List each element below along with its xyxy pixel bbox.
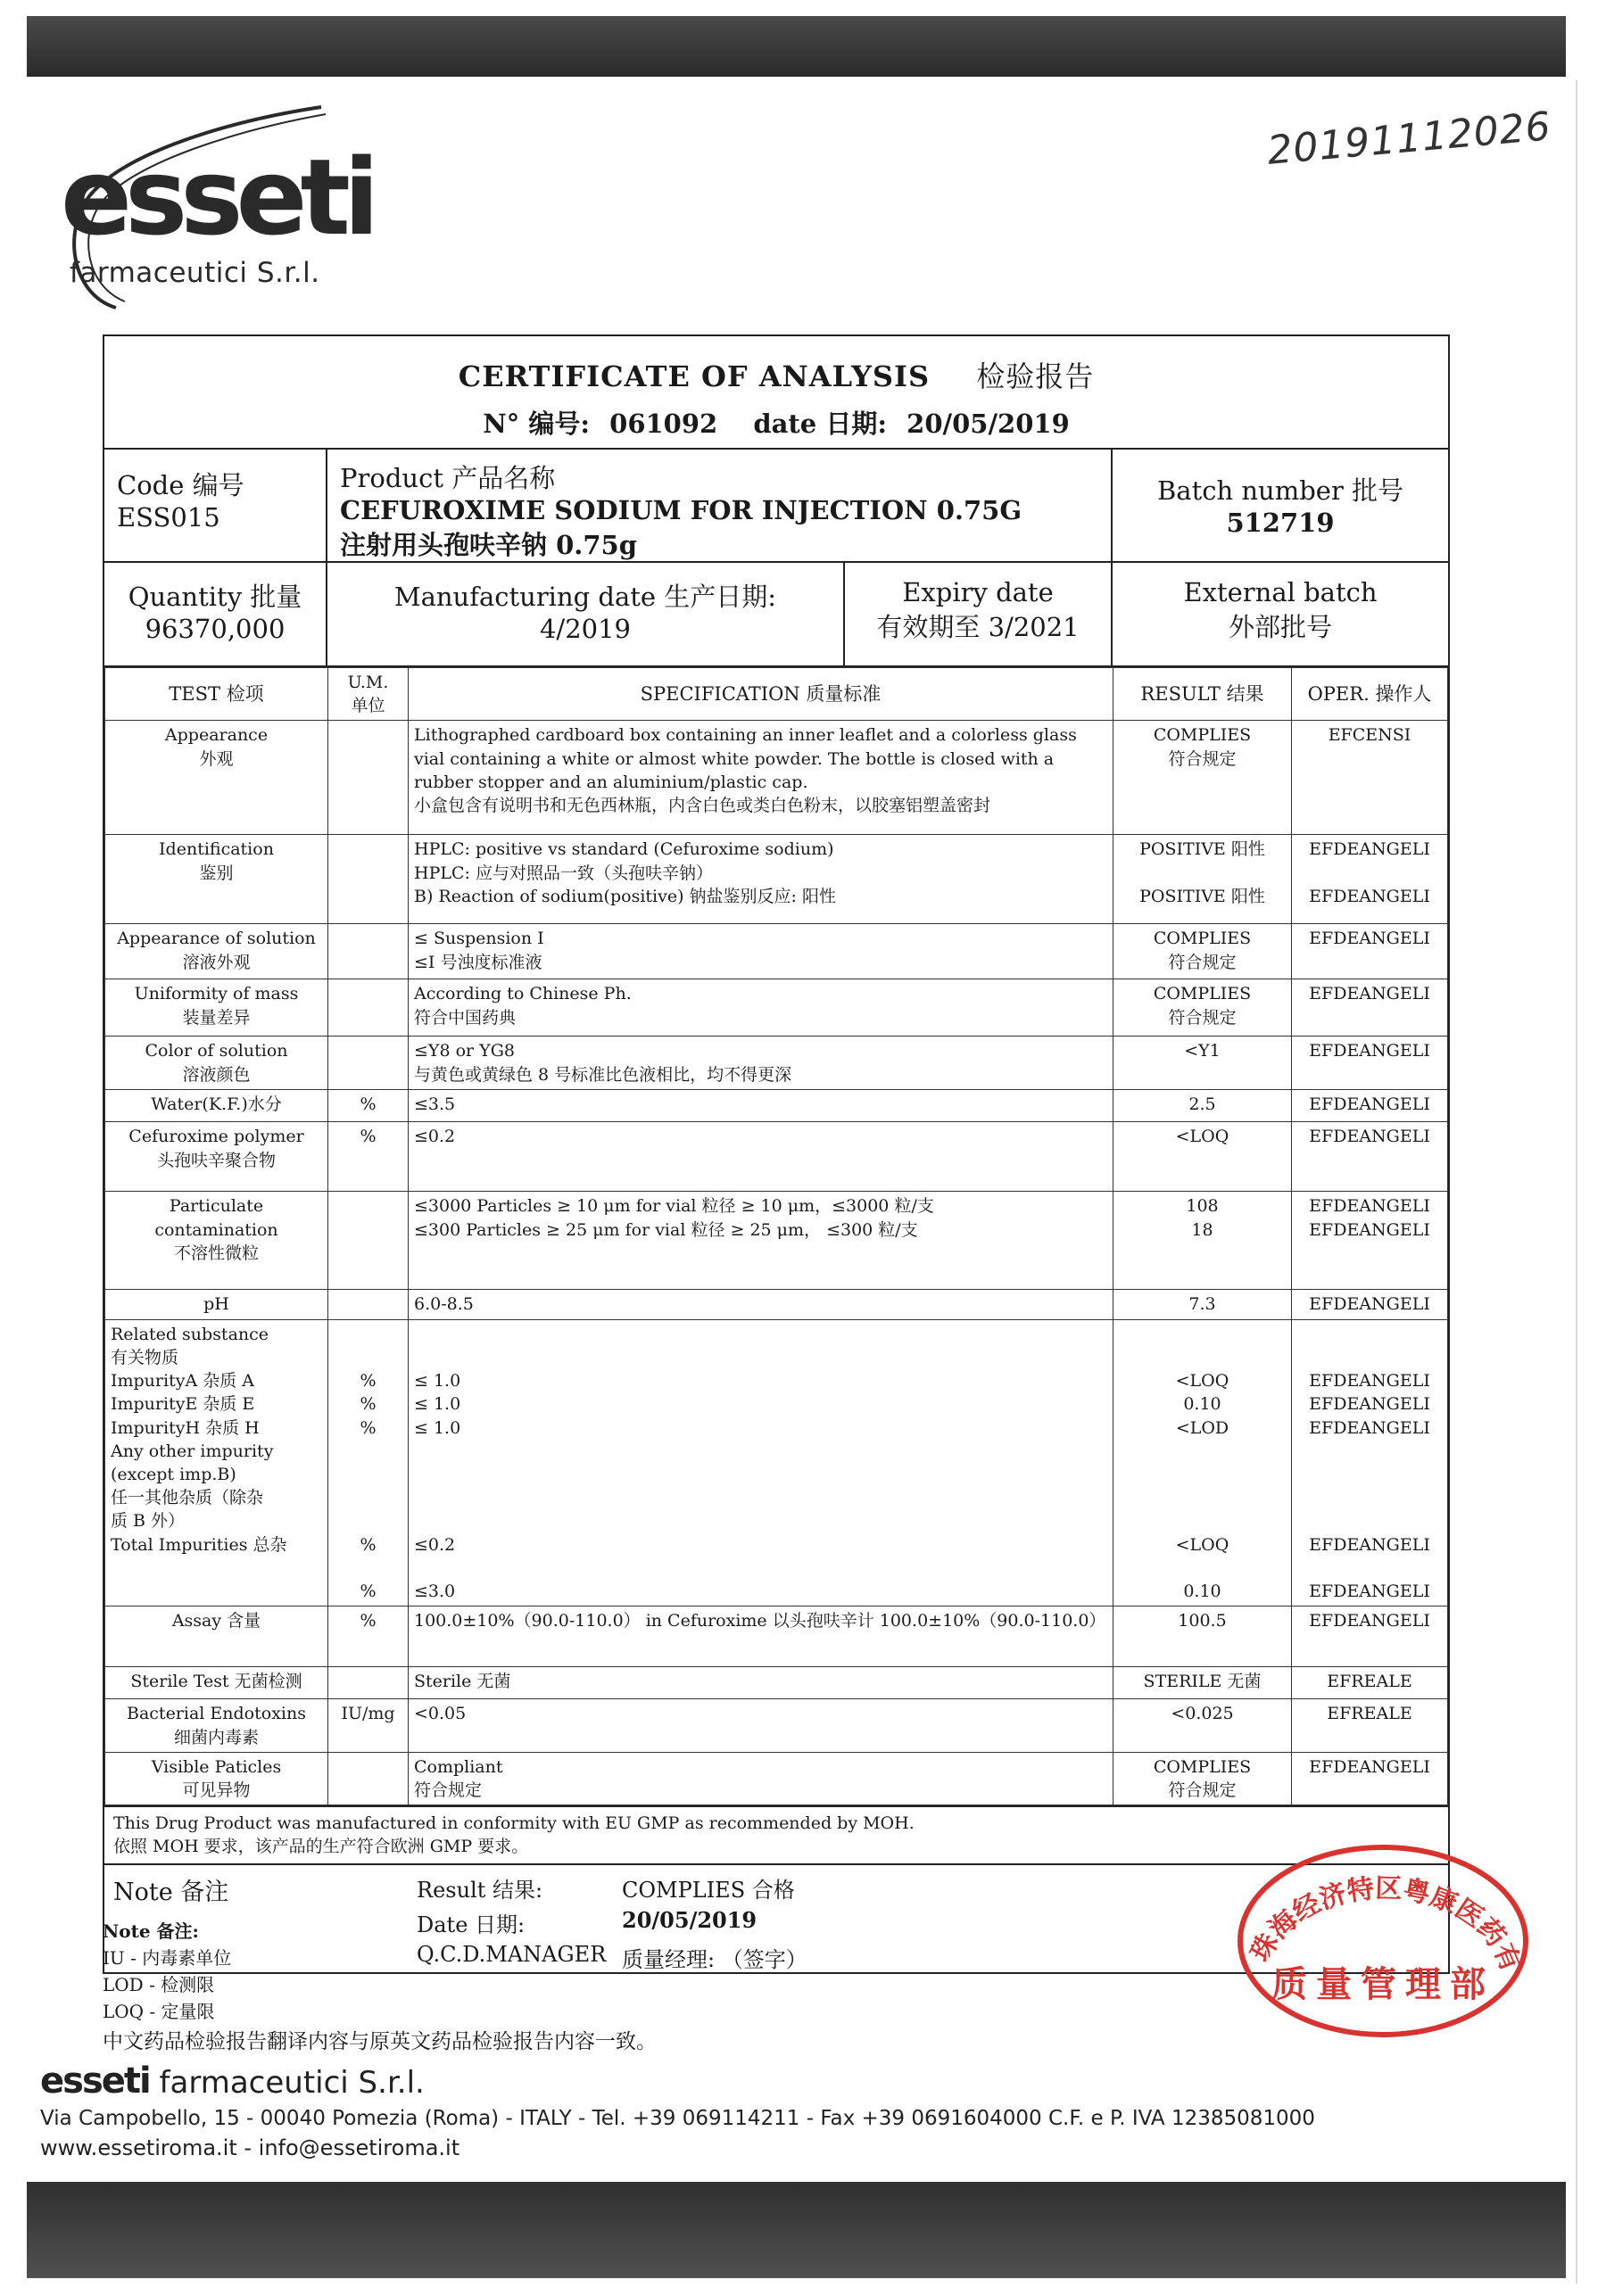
test-um-cell: % [328, 1606, 409, 1667]
test-result-cell: COMPLIES 符合规定 [1113, 924, 1292, 979]
certificate-heading [104, 336, 1448, 450]
footnote-loq: LOQ - 定量限 [103, 2001, 215, 2022]
test-oper-cell: EFDEANGELI [1292, 1090, 1448, 1122]
test-um-cell [328, 1667, 409, 1699]
product-cell [327, 450, 1113, 571]
test-row [105, 1752, 1448, 1805]
test-oper-cell: EFREALE [1292, 1699, 1448, 1752]
test-spec-cell: ≤3000 Particles ≥ 10 μm for vial 粒径 ≥ 10 μm，≤3000 粒/支 ≤300 Particles ≥ 25 μm for vial 粒径 ≥ 25 μm， ≤300 粒/支 [409, 1192, 1113, 1290]
test-row [105, 1192, 1448, 1290]
test-spec-cell: Sterile 无菌 [409, 1667, 1113, 1699]
col-test: TEST 检项 [105, 668, 328, 721]
test-name-cell: Water(K.F.)水分 [105, 1090, 328, 1122]
test-name-cell: Identification 鉴别 [105, 835, 328, 924]
stamp-seal-icon [1229, 1836, 1537, 2041]
handwritten-number: 20191112026 [1265, 103, 1553, 174]
test-um-cell [328, 924, 409, 979]
test-row [105, 979, 1448, 1037]
test-row [105, 1667, 1448, 1699]
test-name-cell: Visible Paticles 可见异物 [105, 1752, 328, 1805]
translation-note: 中文药品检验报告翻译内容与原英文药品检验报告内容一致。 [103, 2030, 657, 2053]
test-spec-cell: Lithographed cardboard box containing an inner leaflet and a colorless glass vial containing a white or almost white powder. The bottle is closed with a rubber stopper and an aluminium/plastic cap. 小盒包含有说明书和无色西林瓶，内含白色或类白色粉末，以胶塞铝塑盖密封 [409, 721, 1113, 835]
test-name-cell: Sterile Test 无菌检测 [105, 1667, 328, 1699]
test-spec-cell: ≤ 1.0 ≤ 1.0 ≤ 1.0 ≤0.2 ≤3.0 [409, 1319, 1113, 1606]
header-row-product [104, 450, 1448, 563]
stamp-center-text: 质量管理部 [1271, 1964, 1494, 2005]
header-row-dates [104, 563, 1448, 667]
test-row [105, 1606, 1448, 1667]
date-label: date 日期: [753, 409, 888, 439]
stamp-ring-text: 珠海经济特区粤康医药有 [1245, 1872, 1527, 1977]
certificate-number: 061092 [609, 409, 718, 439]
manager-label: Q.C.D.MANAGER [417, 1942, 607, 1968]
mfg-value: 4/2019 [539, 614, 632, 644]
test-oper-cell: EFDEANGELI EFDEANGELI EFDEANGELI EFDEANGELI EFDEANGELI [1292, 1319, 1448, 1606]
test-name-cell: Bacterial Endotoxins 细菌内毒素 [105, 1699, 328, 1752]
test-row [105, 1122, 1448, 1192]
mfg-label: Manufacturing date 生产日期: [393, 582, 777, 612]
external-batch-cell [1113, 563, 1448, 665]
test-um-cell: % [328, 1090, 409, 1122]
test-oper-cell: EFDEANGELI [1292, 1122, 1448, 1192]
footer-address: Via Campobello, 15 - 00040 Pomezia (Roma) - ITALY - Tel. +39 069114211 - Fax +39 0691604000 C.F. e P. IVA 12385081000 [40, 2107, 1315, 2130]
test-result-cell: 100.5 [1113, 1606, 1292, 1667]
quantity-value: 96370,000 [145, 614, 286, 644]
test-oper-cell: EFDEANGELI [1292, 979, 1448, 1037]
test-oper-cell: EFREALE [1292, 1667, 1448, 1699]
test-row [105, 1290, 1448, 1319]
test-um-cell [328, 835, 409, 924]
title-cn: 检验报告 [976, 359, 1095, 393]
test-name-cell: Related substance 有关物质 ImpurityA 杂质 A ImpurityE 杂质 E ImpurityH 杂质 H Any other impurity (except imp.B) 任一其他杂质（除杂 质 B 外） Total Impurities 总杂 [105, 1319, 328, 1606]
test-result-cell: STERILE 无菌 [1113, 1667, 1292, 1699]
test-row [105, 1319, 1448, 1606]
product-name-cn: 注射用头孢呋辛钠 0.75g [340, 530, 638, 560]
test-name-cell: Appearance 外观 [105, 721, 328, 835]
test-name-cell: pH [105, 1290, 328, 1319]
code-label: Code 编号 [117, 470, 244, 500]
footnote-iu: IU - 内毒素单位 [103, 1947, 232, 1969]
test-oper-cell: EFDEANGELI [1292, 1752, 1448, 1805]
test-result-cell: COMPLIES 符合规定 [1113, 1752, 1292, 1805]
batch-value: 512719 [1226, 508, 1335, 538]
test-spec-cell: 100.0±10%（90.0-110.0） in Cefuroxime 以头孢呋辛计 100.0±10%（90.0-110.0） [409, 1606, 1113, 1667]
scan-band-top [27, 16, 1566, 77]
external-batch-cn: 外部批号 [1228, 612, 1332, 642]
certificate-box [103, 334, 1450, 1974]
test-um-cell: IU/mg [328, 1699, 409, 1752]
test-result-cell: <0.025 [1113, 1699, 1292, 1752]
test-result-cell: COMPLIES 符合规定 [1113, 721, 1292, 835]
code-value: ESS015 [117, 502, 220, 533]
test-um-cell [328, 1037, 409, 1090]
test-spec-cell: <0.05 [409, 1699, 1113, 1752]
scan-band-bottom [27, 2182, 1566, 2278]
col-result: RESULT 结果 [1113, 668, 1292, 721]
test-oper-cell: EFDEANGELI EFDEANGELI [1292, 1192, 1448, 1290]
test-result-cell: POSITIVE 阳性 POSITIVE 阳性 [1113, 835, 1292, 924]
number-label: N° 编号: [483, 409, 591, 439]
test-um-cell [328, 1290, 409, 1319]
test-row [105, 835, 1448, 924]
footnotes-title: Note 备注: [103, 1920, 199, 1942]
test-name-cell: Particulate contamination 不溶性微粒 [105, 1192, 328, 1290]
quantity-label: Quantity 批量 [128, 582, 302, 612]
test-spec-cell: According to Chinese Ph. 符合中国药典 [409, 979, 1113, 1037]
test-spec-cell: ≤3.5 [409, 1090, 1113, 1122]
test-oper-cell: EFDEANGELI [1292, 1290, 1448, 1319]
company-stamp [1229, 1836, 1537, 2041]
test-spec-cell: ≤ Suspension I ≤I 号浊度标准液 [409, 924, 1113, 979]
test-result-cell: <LOQ 0.10 <LOD <LOQ 0.10 [1113, 1319, 1292, 1606]
test-result-cell: COMPLIES 符合规定 [1113, 979, 1292, 1037]
expiry-label: Expiry date [902, 577, 1054, 607]
test-um-cell: % [328, 1122, 409, 1192]
result-date-value: 20/05/2019 [622, 1907, 757, 1934]
result-date-label: Date 日期: [417, 1912, 526, 1938]
batch-cell [1113, 450, 1448, 571]
test-name-cell: Assay 含量 [105, 1606, 328, 1667]
test-result-cell: <Y1 [1113, 1037, 1292, 1090]
test-row [105, 1037, 1448, 1090]
logo-wordmark: esseti [61, 136, 373, 259]
batch-label: Batch number 批号 [1156, 475, 1404, 506]
company-logo [54, 98, 373, 321]
test-spec-cell: HPLC: positive vs standard (Cefuroxime sodium) HPLC: 应与对照品一致（头孢呋辛钠） B) Reaction of sodium(positive) 钠盐鉴别反应: 阳性 [409, 835, 1113, 924]
test-row [105, 1699, 1448, 1752]
svg-text:珠海经济特区粤康医药有限公司 [1229, 1836, 1526, 1976]
test-result-cell: 108 18 [1113, 1192, 1292, 1290]
test-spec-cell: ≤0.2 [409, 1122, 1113, 1192]
certificate-title [104, 354, 1448, 395]
manager-value: 质量经理: （签字） [622, 1947, 807, 1973]
product-name: CEFUROXIME SODIUM FOR INJECTION 0.75G [340, 495, 1022, 525]
mfg-cell [327, 563, 845, 665]
test-oper-cell: EFCENSI [1292, 721, 1448, 835]
result-value: COMPLIES 合格 [622, 1878, 795, 1904]
result-label: Result 结果: [417, 1878, 543, 1904]
gmp-statement: This Drug Product was manufactured in conformity with EU GMP as recommended by MOH. 依照 MOH 要求，该产品的生产符合欧洲 GMP 要求。 [104, 1807, 1448, 1865]
test-oper-cell: EFDEANGELI EFDEANGELI [1292, 835, 1448, 924]
test-name-cell: Color of solution 溶液颜色 [105, 1037, 328, 1090]
col-spec: SPECIFICATION 质量标准 [409, 668, 1113, 721]
note-label: Note 备注 [113, 1879, 229, 1907]
test-result-cell: <LOQ [1113, 1122, 1292, 1192]
test-spec-cell: 6.0-8.5 [409, 1290, 1113, 1319]
col-oper: OPER. 操作人 [1292, 668, 1448, 721]
test-oper-cell: EFDEANGELI [1292, 1606, 1448, 1667]
test-um-cell [328, 721, 409, 835]
scan-edge-line [1576, 80, 1577, 2284]
footnote-lod: LOD - 检测限 [103, 1974, 215, 1995]
test-oper-cell: EFDEANGELI [1292, 924, 1448, 979]
test-name-cell: Uniformity of mass 装量差异 [105, 979, 328, 1037]
footer-brand-bold: esseti [40, 2061, 150, 2102]
test-row [105, 924, 1448, 979]
certificate-meta [104, 404, 1448, 441]
test-um-cell [328, 979, 409, 1037]
code-cell [104, 450, 327, 571]
page-footer [40, 2061, 1315, 2160]
test-spec-cell: Compliant 符合规定 [409, 1752, 1113, 1805]
tests-header-row [105, 668, 1448, 721]
test-name-cell: Appearance of solution 溶液外观 [105, 924, 328, 979]
test-um-cell: % % % % % [328, 1319, 409, 1606]
footer-brand [40, 2061, 1315, 2102]
logo-subtitle: farmaceutici S.r.l. [70, 257, 320, 289]
certificate-date: 20/05/2019 [906, 409, 1070, 439]
test-um-cell [328, 1752, 409, 1805]
test-oper-cell: EFDEANGELI [1292, 1037, 1448, 1090]
expiry-cell [845, 563, 1113, 665]
test-result-cell: 7.3 [1113, 1290, 1292, 1319]
quantity-cell [104, 563, 327, 665]
external-batch-label: External batch [1183, 577, 1378, 607]
footnotes [103, 1918, 657, 2058]
test-spec-cell: ≤Y8 or YG8 与黄色或黄绿色 8 号标准比色液相比，均不得更深 [409, 1037, 1113, 1090]
col-um: U.M. 单位 [328, 668, 409, 721]
tests-body [105, 721, 1448, 1805]
test-row [105, 721, 1448, 835]
footer-brand-rest: farmaceutici S.r.l. [149, 2065, 425, 2101]
test-row [105, 1090, 1448, 1122]
tests-table [104, 667, 1448, 1805]
test-name-cell: Cefuroxime polymer 头孢呋辛聚合物 [105, 1122, 328, 1192]
test-result-cell: 2.5 [1113, 1090, 1292, 1122]
expiry-value: 有效期至 3/2021 [876, 612, 1080, 642]
test-um-cell [328, 1192, 409, 1290]
footer-web: www.essetiroma.it - info@essetiroma.it [40, 2135, 460, 2160]
product-label: Product 产品名称 [340, 463, 556, 493]
title-en: CERTIFICATE OF ANALYSIS [458, 359, 931, 393]
